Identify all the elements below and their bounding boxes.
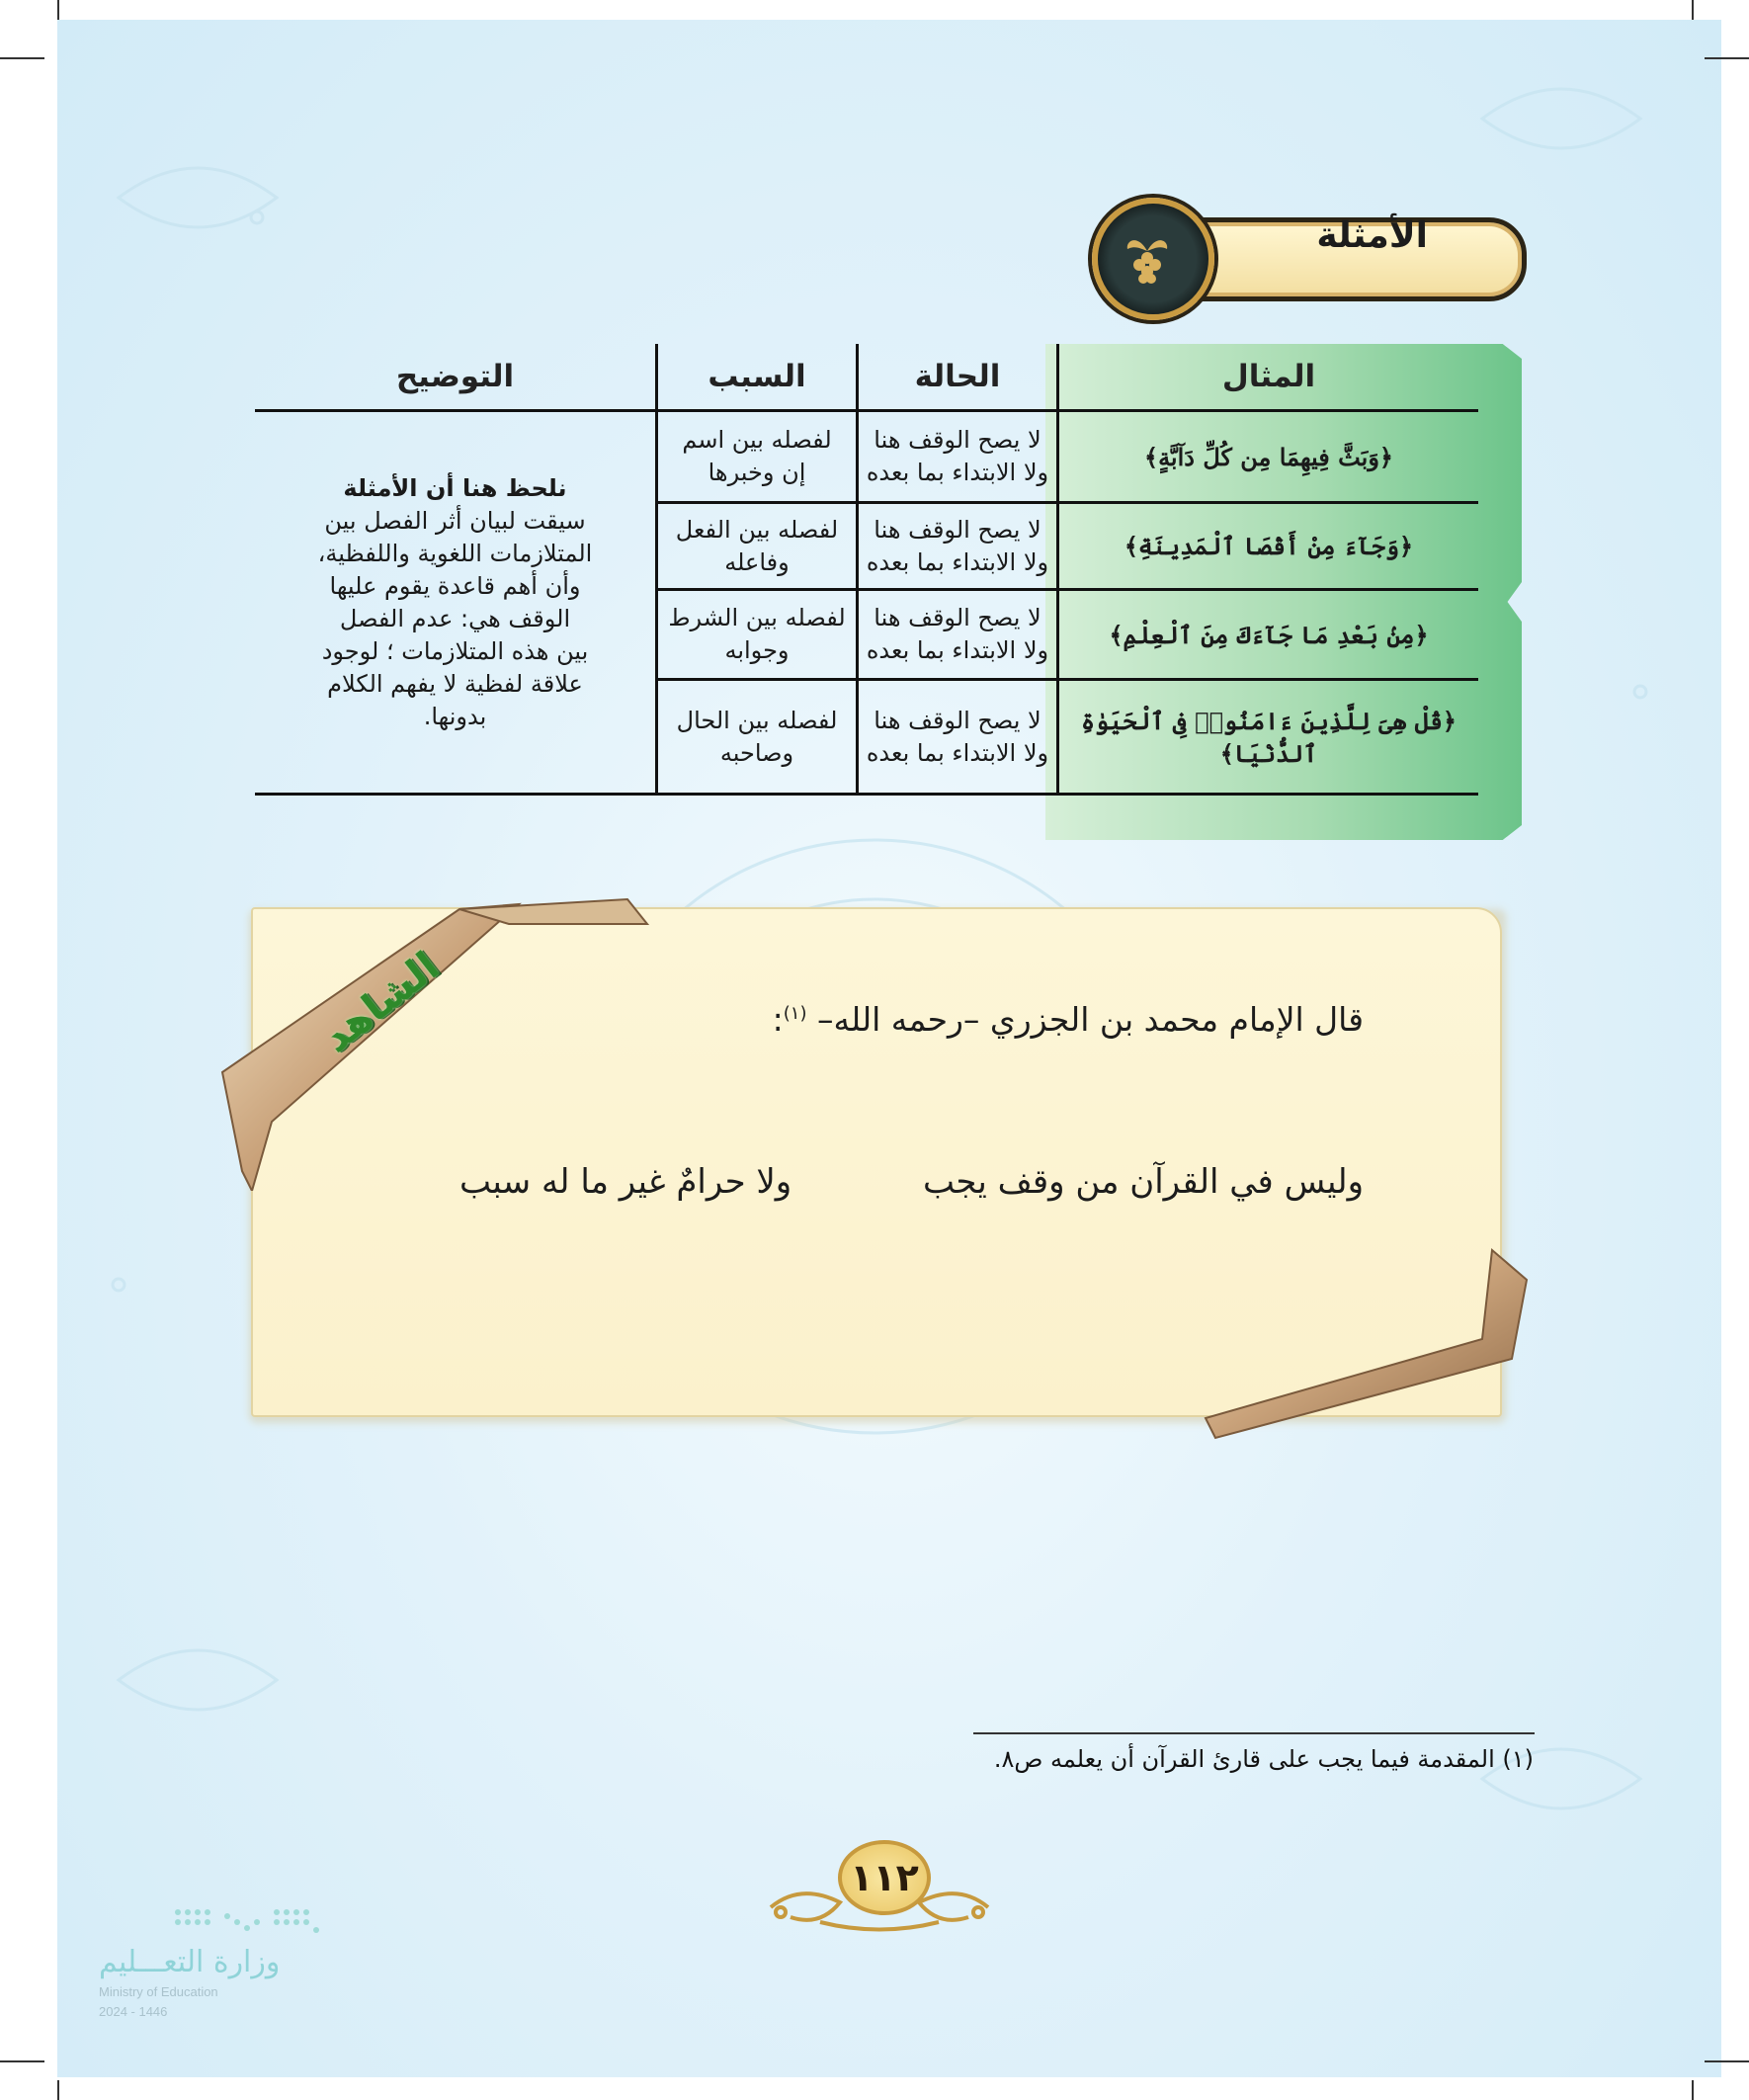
reason-line: لفصله بين الحال [676, 706, 838, 734]
crop-mark [57, 2080, 59, 2100]
status-cell [858, 503, 1058, 590]
section-title-banner [1052, 198, 1537, 311]
status-line: ولا الابتداء بما بعده [866, 636, 1049, 664]
status-line: ولا الابتداء بما بعده [866, 547, 1049, 576]
explanation-line: الوقف هي: عدم الفصل [339, 604, 571, 632]
reason-line: وجوابه [724, 636, 790, 664]
ministry-name-ar: وزارة التعـــليم [99, 1945, 281, 1979]
crop-mark [0, 2060, 44, 2062]
examples-table-wrap [255, 344, 1522, 840]
status-cell [858, 590, 1058, 680]
header-reason: السبب [657, 344, 858, 411]
explanation-line: بدونها. [423, 702, 487, 730]
status-cell [858, 411, 1058, 503]
poem-hemistich-second: ولا حرامٌ غير ما له سبب [459, 1162, 792, 1202]
ministry-logo-icon [168, 1902, 326, 1938]
example-verse: ﴿قُلْ هِىَ لِلَّذِينَ ءَامَنُوا۟ فِى ٱلْحَيَوٰةِ ٱلدُّنْيَا﴾ [1058, 680, 1479, 795]
ribbon-tail-icon [1196, 1240, 1541, 1458]
ministry-name-en: Ministry of Education [99, 1984, 218, 1999]
explanation-cell [255, 411, 657, 795]
reason-line: لفصله بين اسم [682, 426, 832, 454]
header-example: المثال [1058, 344, 1479, 411]
poem-hemistich-first: وليس في القرآن من وقف يجب [923, 1162, 1364, 1202]
footnote-divider [973, 1732, 1535, 1734]
reason-line: إن وخبرها [708, 459, 806, 486]
reason-cell [657, 680, 858, 795]
reason-line: لفصله بين الشرط [668, 604, 846, 631]
table-header-row [255, 344, 1478, 411]
status-line: لا يصح الوقف هنا [874, 426, 1041, 454]
explanation-line: وأن أهم قاعدة يقوم عليها [329, 571, 581, 600]
reason-line: لفصله بين الفعل [675, 515, 839, 544]
status-line: لا يصح الوقف هنا [874, 706, 1041, 734]
grape-medallion-icon [1092, 198, 1214, 320]
explanation-line: علاقة لفظية لا يفهم الكلام [327, 669, 583, 698]
intro-text: قال الإمام محمد بن الجزري –رحمه الله– [816, 1000, 1364, 1039]
page-number: ١١٢ [838, 1840, 931, 1915]
footnote-ref[interactable]: (١) [783, 1003, 807, 1024]
table-row [255, 411, 1478, 503]
status-line: ولا الابتداء بما بعده [866, 738, 1049, 767]
explanation-line: نلحظ هنا أن الأمثلة [343, 473, 567, 502]
reason-cell [657, 503, 858, 590]
crop-mark [1692, 2080, 1694, 2100]
crop-mark [57, 0, 59, 20]
crop-mark [0, 57, 44, 59]
reason-cell [657, 411, 858, 503]
intro-colon: : [772, 1000, 784, 1039]
status-line: ولا الابتداء بما بعده [866, 459, 1049, 486]
header-status: الحالة [858, 344, 1058, 411]
crop-mark [1705, 57, 1749, 59]
examples-table [255, 344, 1478, 796]
ministry-year: 2024 - 1446 [99, 2004, 168, 2019]
explanation-line: المتلازمات اللغوية واللفظية، [317, 539, 593, 567]
status-cell [858, 680, 1058, 795]
crop-mark [1692, 0, 1694, 20]
example-verse: ﴿وَبَثَّ فِيهِمَا مِن كُلِّ دَآبَّةٍ﴾ [1058, 411, 1479, 503]
explanation-line: سيقت لبيان أثر الفصل بين [324, 506, 586, 535]
explanation-line: بين هذه المتلازمات ؛ لوجود [321, 636, 589, 665]
example-verse: ﴿وَجَآءَ مِنْ أَقْصَا ٱلْمَدِينَةِ﴾ [1058, 503, 1479, 590]
status-line: لا يصح الوقف هنا [874, 515, 1041, 544]
evidence-intro [773, 1000, 1364, 1039]
evidence-label: الشاهد [314, 943, 449, 1062]
section-title: الأمثلة [1316, 215, 1428, 256]
reason-cell [657, 590, 858, 680]
crop-mark [1705, 2060, 1749, 2062]
reason-line: وصاحبه [719, 738, 794, 767]
footnote: (١) المقدمة فيما يجب على قارئ القرآن أن يعلمه ص٨. [993, 1745, 1534, 1773]
header-explanation: التوضيح [255, 344, 657, 411]
example-verse: ﴿مِنۢ بَعْدِ مَا جَآءَكَ مِنَ ٱلْعِلْمِ﴾ [1058, 590, 1479, 680]
status-line: لا يصح الوقف هنا [874, 604, 1041, 631]
reason-line: وفاعله [724, 547, 790, 576]
